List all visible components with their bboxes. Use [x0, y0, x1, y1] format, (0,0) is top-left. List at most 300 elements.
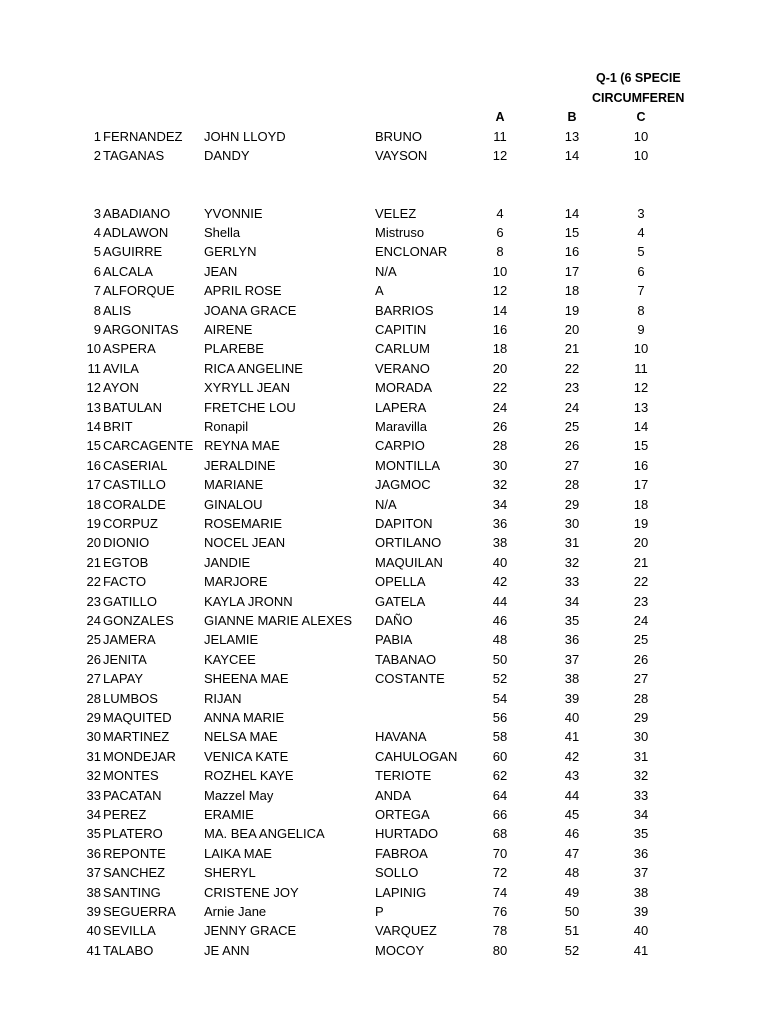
row-number: 24	[86, 613, 101, 629]
surname-cell: FACTO	[103, 574, 147, 590]
table-row	[0, 864, 768, 882]
value-c-cell: 40	[633, 923, 649, 939]
middle-name-cell: DAÑO	[375, 613, 413, 629]
row-number: 1	[93, 129, 101, 144]
value-c-cell: 6	[637, 263, 645, 279]
value-c-cell: 39	[633, 904, 649, 920]
value-a-cell: 16	[492, 322, 508, 338]
value-c-cell: 4	[637, 225, 645, 241]
value-a-cell: 74	[492, 884, 508, 900]
surname-cell: ADLAWON	[103, 225, 169, 241]
value-a-cell: 36	[492, 516, 508, 532]
surname-cell: ABADIANO	[103, 205, 171, 221]
given-name-cell: KAYLA JRONN	[204, 593, 293, 609]
value-a-cell: 38	[492, 535, 508, 551]
surname-cell: DIONIO	[103, 535, 150, 551]
value-a-cell: 12	[492, 283, 508, 299]
middle-name-cell: ORTILANO	[375, 535, 442, 551]
value-c-cell: 27	[633, 671, 649, 687]
value-b-cell: 49	[564, 884, 580, 900]
middle-name-cell: CARLUM	[375, 341, 430, 357]
middle-name-cell: HURTADO	[375, 826, 439, 842]
surname-cell: BATULAN	[103, 399, 162, 415]
given-name-cell: Mazzel May	[204, 787, 274, 803]
value-a-cell: 6	[496, 225, 504, 241]
row-number: 15	[86, 438, 101, 454]
middle-name-cell: OPELLA	[375, 574, 426, 590]
value-a-cell: 8	[496, 244, 504, 260]
middle-name-cell: MOCOY	[375, 942, 425, 958]
value-a-cell: 32	[492, 477, 508, 493]
value-c-cell: 20	[633, 535, 649, 551]
value-b-cell: 18	[564, 283, 580, 299]
row-number: 37	[86, 865, 101, 881]
surname-cell: MONDEJAR	[103, 748, 176, 764]
value-a-cell: 26	[492, 419, 508, 435]
column-group-header-line1: Q-1 (6 SPECIE	[596, 71, 681, 85]
value-c-cell: 10	[633, 341, 649, 357]
surname-cell: SANCHEZ	[103, 865, 166, 881]
surname-cell: CASERIAL	[103, 457, 168, 473]
value-b-cell: 50	[564, 904, 580, 920]
value-c-cell: 28	[633, 690, 649, 706]
given-name-cell: Arnie Jane	[204, 904, 267, 920]
middle-name-cell: COSTANTE	[375, 671, 445, 687]
value-c-cell: 23	[633, 593, 649, 609]
middle-name-cell: CAHULOGAN	[375, 748, 458, 764]
value-c-cell: 9	[637, 322, 645, 338]
surname-cell: SEVILLA	[103, 923, 156, 939]
value-b-cell: 44	[564, 787, 580, 803]
middle-name-cell: Maravilla	[375, 419, 428, 435]
surname-cell: LUMBOS	[103, 690, 158, 706]
middle-name-cell: CAPITIN	[375, 322, 427, 338]
given-name-cell: KAYCEE	[204, 651, 256, 667]
given-name-cell: ERAMIE	[204, 807, 254, 823]
table-row	[0, 302, 768, 320]
value-b-cell: 38	[564, 671, 580, 687]
value-a-cell: 62	[492, 768, 508, 784]
table-row	[0, 224, 768, 242]
middle-name-cell: JAGMOC	[375, 477, 431, 493]
value-c-cell: 41	[633, 942, 649, 958]
column-header-c: C	[636, 110, 646, 124]
value-b-cell: 23	[564, 380, 580, 396]
table-row	[0, 554, 768, 572]
value-c-cell: 12	[633, 380, 649, 396]
value-b-cell: 20	[564, 322, 580, 338]
value-a-cell: 12	[492, 148, 508, 164]
surname-cell: SEGUERRA	[103, 904, 176, 920]
value-b-cell: 28	[564, 477, 580, 493]
middle-name-cell: P	[375, 904, 384, 920]
table-row	[0, 903, 768, 921]
table-row	[0, 651, 768, 669]
row-number: 19	[86, 516, 101, 532]
row-number: 38	[86, 884, 101, 900]
given-name-cell: JENNY GRACE	[204, 923, 297, 939]
table-row	[0, 690, 768, 708]
row-number: 25	[86, 632, 101, 648]
table-row	[0, 496, 768, 514]
row-number: 6	[93, 263, 101, 279]
table-row	[0, 922, 768, 940]
middle-name-cell: ORTEGA	[375, 807, 430, 823]
row-number: 12	[86, 380, 101, 396]
table-row	[0, 360, 768, 378]
given-name-cell: NELSA MAE	[204, 729, 278, 745]
value-b-cell: 39	[564, 690, 580, 706]
value-c-cell: 17	[633, 477, 649, 493]
surname-cell: ALIS	[103, 302, 132, 318]
surname-cell: JAMERA	[103, 632, 156, 648]
value-b-cell: 17	[564, 263, 580, 279]
row-number: 16	[86, 457, 101, 473]
row-number: 20	[86, 535, 101, 551]
given-name-cell: XYRYLL JEAN	[204, 380, 290, 396]
row-number: 14	[86, 419, 101, 435]
value-a-cell: 11	[493, 129, 507, 144]
surname-cell: AVILA	[103, 360, 139, 376]
value-a-cell: 72	[492, 865, 508, 881]
table-row	[0, 728, 768, 746]
row-number: 21	[86, 554, 101, 570]
value-c-cell: 26	[633, 651, 649, 667]
value-c-cell: 19	[633, 516, 649, 532]
middle-name-cell: HAVANA	[375, 729, 427, 745]
table-row	[0, 263, 768, 281]
column-header-b: B	[567, 110, 577, 124]
value-c-cell: 18	[633, 496, 649, 512]
value-a-cell: 64	[492, 787, 508, 803]
value-b-cell: 47	[564, 845, 580, 861]
value-a-cell: 22	[492, 380, 508, 396]
middle-name-cell: FABROA	[375, 845, 428, 861]
given-name-cell: MARIANE	[204, 477, 264, 493]
value-c-cell: 15	[633, 438, 649, 454]
middle-name-cell: LAPERA	[375, 399, 427, 415]
table-row	[0, 884, 768, 902]
row-number: 10	[86, 341, 101, 357]
value-b-cell: 33	[564, 574, 580, 590]
value-c-cell: 10	[633, 129, 649, 144]
table-row	[0, 437, 768, 455]
given-name-cell: JANDIE	[204, 554, 251, 570]
value-b-cell: 37	[564, 651, 580, 667]
given-name-cell: YVONNIE	[204, 205, 263, 221]
given-name-cell: JELAMIE	[204, 632, 259, 648]
table-row	[0, 321, 768, 339]
value-b-cell: 32	[564, 554, 580, 570]
surname-cell: GATILLO	[103, 593, 157, 609]
table-row	[0, 205, 768, 223]
value-a-cell: 54	[492, 690, 508, 706]
table-row	[0, 418, 768, 436]
table-row	[0, 787, 768, 805]
given-name-cell: LAIKA MAE	[204, 845, 272, 861]
value-a-cell: 10	[492, 263, 508, 279]
value-b-cell: 27	[564, 457, 580, 473]
row-number: 23	[86, 593, 101, 609]
row-number: 29	[86, 710, 101, 726]
row-number: 2	[93, 148, 101, 164]
row-number: 4	[93, 225, 101, 241]
table-row	[0, 573, 768, 591]
surname-cell: GONZALES	[103, 613, 174, 629]
value-c-cell: 10	[633, 148, 649, 164]
middle-name-cell: MONTILLA	[375, 457, 441, 473]
given-name-cell: JOHN LLOYD	[204, 129, 286, 144]
table-row	[0, 476, 768, 494]
middle-name-cell: Mistruso	[375, 225, 425, 241]
value-c-cell: 21	[633, 554, 649, 570]
value-c-cell: 32	[633, 768, 649, 784]
value-b-cell: 40	[564, 710, 580, 726]
given-name-cell: JERALDINE	[204, 457, 276, 473]
table-row	[0, 767, 768, 785]
value-c-cell: 36	[633, 845, 649, 861]
table-row	[0, 845, 768, 863]
surname-cell: BRIT	[103, 419, 133, 435]
given-name-cell: AIRENE	[204, 322, 253, 338]
surname-cell: AGUIRRE	[103, 244, 163, 260]
given-name-cell: GIANNE MARIE ALEXES	[204, 613, 353, 629]
table-row	[0, 243, 768, 261]
value-c-cell: 38	[633, 884, 649, 900]
value-b-cell: 36	[564, 632, 580, 648]
value-a-cell: 34	[492, 496, 508, 512]
given-name-cell: GINALOU	[204, 496, 263, 512]
surname-cell: MONTES	[103, 768, 159, 784]
value-b-cell: 15	[564, 225, 580, 241]
value-b-cell: 34	[564, 593, 580, 609]
value-c-cell: 29	[633, 710, 649, 726]
middle-name-cell: DAPITON	[375, 516, 433, 532]
value-b-cell: 21	[564, 341, 580, 357]
surname-cell: ARGONITAS	[103, 322, 179, 338]
row-number: 18	[86, 496, 101, 512]
value-c-cell: 5	[637, 244, 645, 260]
value-b-cell: 35	[564, 613, 580, 629]
row-number: 33	[86, 787, 101, 803]
surname-cell: ALFORQUE	[103, 283, 175, 299]
given-name-cell: RICA ANGELINE	[204, 360, 303, 376]
table-row	[0, 282, 768, 300]
given-name-cell: JE ANN	[204, 942, 250, 958]
table-row	[0, 515, 768, 533]
value-c-cell: 3	[637, 205, 645, 221]
middle-name-cell: LAPINIG	[375, 884, 427, 900]
middle-name-cell: ENCLONAR	[375, 244, 448, 260]
value-a-cell: 18	[492, 341, 508, 357]
value-b-cell: 45	[564, 807, 580, 823]
surname-cell: ASPERA	[103, 341, 156, 357]
value-b-cell: 48	[564, 865, 580, 881]
value-a-cell: 40	[492, 554, 508, 570]
given-name-cell: DANDY	[204, 148, 250, 164]
surname-cell: EGTOB	[103, 554, 149, 570]
value-c-cell: 37	[633, 865, 649, 881]
surname-cell: PLATERO	[103, 826, 163, 842]
table-row	[0, 399, 768, 417]
middle-name-cell: VAYSON	[375, 148, 428, 164]
middle-name-cell: CARPIO	[375, 438, 425, 454]
row-number: 39	[86, 904, 101, 920]
row-number: 26	[86, 651, 101, 667]
value-b-cell: 13	[564, 129, 580, 144]
row-number: 7	[93, 283, 101, 299]
column-header-a: A	[495, 110, 505, 124]
row-number: 9	[93, 322, 101, 338]
row-number: 36	[86, 845, 101, 861]
middle-name-cell: VERANO	[375, 360, 430, 376]
middle-name-cell: VELEZ	[375, 205, 417, 221]
row-number: 40	[86, 923, 101, 939]
middle-name-cell: MAQUILAN	[375, 554, 443, 570]
surname-cell: REPONTE	[103, 845, 166, 861]
surname-cell: TALABO	[103, 942, 154, 958]
value-b-cell: 31	[564, 535, 580, 551]
value-a-cell: 66	[492, 807, 508, 823]
table-row	[0, 825, 768, 843]
row-number: 30	[86, 729, 101, 745]
value-b-cell: 51	[564, 923, 580, 939]
value-c-cell: 34	[633, 807, 649, 823]
row-number: 11	[87, 360, 101, 376]
value-a-cell: 24	[492, 399, 508, 415]
value-a-cell: 56	[492, 710, 508, 726]
middle-name-cell: PABIA	[375, 632, 413, 648]
value-a-cell: 68	[492, 826, 508, 842]
value-c-cell: 24	[633, 613, 649, 629]
table-row	[0, 340, 768, 358]
given-name-cell: MARJORE	[204, 574, 268, 590]
given-name-cell: GERLYN	[204, 244, 257, 260]
value-c-cell: 8	[637, 302, 645, 318]
table-row	[0, 748, 768, 766]
table-row	[0, 457, 768, 475]
middle-name-cell: TERIOTE	[375, 768, 432, 784]
surname-cell: CASTILLO	[103, 477, 166, 493]
row-number: 31	[86, 748, 101, 764]
surname-cell: MAQUITED	[103, 710, 172, 726]
middle-name-cell: BARRIOS	[375, 302, 434, 318]
table-row	[0, 612, 768, 630]
value-a-cell: 14	[492, 302, 508, 318]
value-b-cell: 41	[564, 729, 580, 745]
row-number: 27	[86, 671, 101, 687]
value-a-cell: 30	[492, 457, 508, 473]
value-c-cell: 16	[633, 457, 649, 473]
row-number: 17	[86, 477, 101, 493]
value-c-cell: 22	[633, 574, 649, 590]
value-c-cell: 7	[637, 283, 645, 299]
middle-name-cell: MORADA	[375, 380, 433, 396]
row-number: 28	[86, 690, 101, 706]
value-a-cell: 4	[496, 205, 504, 221]
surname-cell: JENITA	[103, 651, 147, 667]
value-a-cell: 50	[492, 651, 508, 667]
middle-name-cell: A	[375, 283, 384, 299]
value-b-cell: 29	[564, 496, 580, 512]
table-row	[0, 709, 768, 727]
value-a-cell: 48	[492, 632, 508, 648]
value-c-cell: 14	[633, 419, 649, 435]
middle-name-cell: N/A	[375, 496, 397, 512]
given-name-cell: PLAREBE	[204, 341, 264, 357]
row-number: 13	[86, 399, 101, 415]
given-name-cell: REYNA MAE	[204, 438, 280, 454]
given-name-cell: ROZHEL KAYE	[204, 768, 294, 784]
surname-cell: CORPUZ	[103, 516, 158, 532]
table-row	[0, 534, 768, 552]
value-b-cell: 16	[564, 244, 580, 260]
given-name-cell: Shella	[204, 225, 241, 241]
value-b-cell: 30	[564, 516, 580, 532]
middle-name-cell: BRUNO	[375, 129, 422, 144]
surname-cell: SANTING	[103, 884, 161, 900]
surname-cell: CARCAGENTE	[103, 438, 194, 454]
value-b-cell: 14	[564, 205, 580, 221]
value-a-cell: 42	[492, 574, 508, 590]
value-b-cell: 25	[564, 419, 580, 435]
table-row	[0, 942, 768, 960]
given-name-cell: JEAN	[204, 263, 238, 279]
table-row	[0, 128, 768, 146]
middle-name-cell: GATELA	[375, 593, 426, 609]
value-a-cell: 76	[492, 904, 508, 920]
surname-cell: PACATAN	[103, 787, 162, 803]
value-a-cell: 28	[492, 438, 508, 454]
given-name-cell: SHEENA MAE	[204, 671, 289, 687]
given-name-cell: APRIL ROSE	[204, 283, 282, 299]
given-name-cell: CRISTENE JOY	[204, 884, 299, 900]
middle-name-cell: TABANAO	[375, 651, 437, 667]
value-a-cell: 46	[492, 613, 508, 629]
surname-cell: CORALDE	[103, 496, 166, 512]
value-c-cell: 31	[633, 748, 649, 764]
row-number: 34	[86, 807, 101, 823]
given-name-cell: VENICA KATE	[204, 748, 289, 764]
value-c-cell: 30	[633, 729, 649, 745]
surname-cell: MARTINEZ	[103, 729, 170, 745]
value-a-cell: 20	[492, 360, 508, 376]
surname-cell: LAPAY	[103, 671, 143, 687]
given-name-cell: MA. BEA ANGELICA	[204, 826, 325, 842]
given-name-cell: RIJAN	[204, 690, 242, 706]
given-name-cell: ANNA MARIE	[204, 710, 285, 726]
value-c-cell: 33	[633, 787, 649, 803]
value-b-cell: 43	[564, 768, 580, 784]
value-a-cell: 80	[492, 942, 508, 958]
table-row	[0, 147, 768, 165]
value-b-cell: 52	[564, 942, 580, 958]
given-name-cell: FRETCHE LOU	[204, 399, 296, 415]
row-number: 5	[93, 244, 101, 260]
given-name-cell: Ronapil	[204, 419, 249, 435]
row-number: 8	[93, 302, 101, 318]
value-c-cell: 11	[634, 360, 648, 376]
value-c-cell: 13	[633, 399, 649, 415]
given-name-cell: ROSEMARIE	[204, 516, 283, 532]
given-name-cell: JOANA GRACE	[204, 302, 297, 318]
given-name-cell: NOCEL JEAN	[204, 535, 286, 551]
value-a-cell: 58	[492, 729, 508, 745]
value-b-cell: 19	[564, 302, 580, 318]
table-row	[0, 593, 768, 611]
value-b-cell: 46	[564, 826, 580, 842]
table-row	[0, 806, 768, 824]
